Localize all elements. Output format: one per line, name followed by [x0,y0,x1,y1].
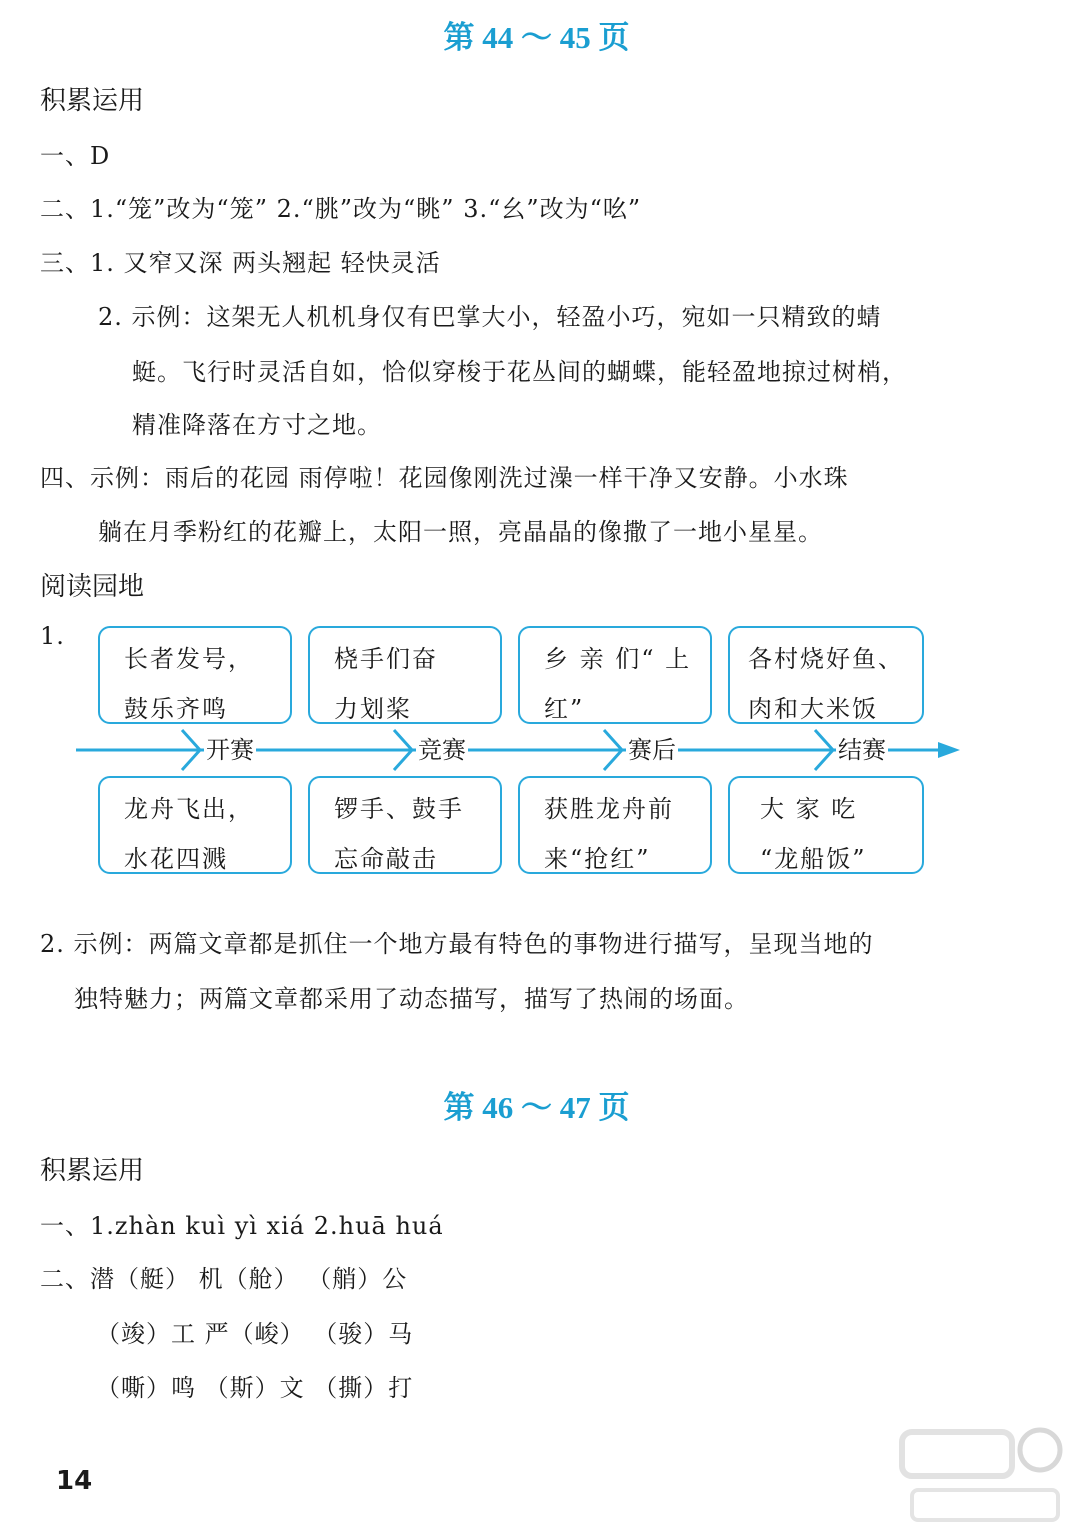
flow-box-line: 忘命敲击 [334,845,438,873]
answer-line: 二、潜（艇） 机（舱） （艄）公 [40,1265,408,1293]
stage-label-end: 结赛 [838,736,886,764]
flow-box-line: 水花四溅 [124,845,228,873]
flow-box-line: 大 家 吃 [760,795,858,823]
section-title-reading: 阅读园地 [40,572,145,602]
flow-box-line: 肉和大米饭 [748,695,878,723]
stage-label-start: 开赛 [206,736,254,764]
flow-box-line: 桡手们奋 [334,645,438,673]
flow-box-line: 各村烧好鱼、 [748,645,904,673]
answer-line: 2. 示例：这架无人机机身仅有巴掌大小，轻盈小巧，宛如一只精致的蜻 [98,303,882,331]
section-title-accumulation: 积累运用 [40,86,145,116]
answer-line: 二、1.“笼”改为“笼” 2.“朓”改为“眺” 3.“幺”改为“吆” [40,195,642,223]
watermark-logo [894,1424,1064,1528]
answer-line: 躺在月季粉红的花瓣上，太阳一照，亮晶晶的像撒了一地小星星。 [98,518,823,546]
answer-line: 精准降落在方寸之地。 [132,411,382,439]
answer-line: 三、1. 又窄又深 两头翘起 轻快灵活 [40,249,441,277]
flow-box-line: 乡 亲 们“ 上 [544,645,692,673]
flow-box-bottom-4 [728,776,924,874]
answer-line: （竣）工 严（峻） （骏）马 [96,1320,414,1348]
stage-label-race: 竞赛 [418,736,466,764]
question-number: 1. [40,622,65,650]
flow-box-line: 来“抢红” [544,845,651,873]
answer-line: 2. 示例：两篇文章都是抓住一个地方最有特色的事物进行描写，呈现当地的 [40,930,874,958]
flow-box-bottom-1 [98,776,292,874]
answer-line: 蜓。飞行时灵活自如，恰似穿梭于花丛间的蝴蝶，能轻盈地掠过树梢， [132,358,907,386]
stage-label-after: 赛后 [628,736,676,764]
answer-line: 一、1.zhàn kuì yì xiá 2.huā huá [40,1212,444,1240]
flow-box-line: 红” [544,695,585,723]
answer-line: （嘶）鸣 （斯）文 （撕）打 [96,1374,414,1402]
page-heading-46-47: 第 46 ～ 47 页 [443,1090,630,1125]
flow-box-top-2 [308,626,502,724]
section-title-accumulation: 积累运用 [40,1156,145,1186]
page-heading-44-45: 第 44 ～ 45 页 [443,20,630,55]
answer-line: 四、示例：雨后的花园 雨停啦！花园像刚洗过澡一样干净又安静。小水珠 [40,464,849,492]
answer-line: 一、D [40,142,111,170]
answer-line: 独特魅力；两篇文章都采用了动态描写，描写了热闹的场面。 [74,985,749,1013]
flow-box-line: 龙舟飞出， [124,795,254,823]
flow-box-line: 鼓乐齐鸣 [124,695,228,723]
flow-box-line: 锣手、鼓手 [334,795,464,823]
flow-box-bottom-2 [308,776,502,874]
page-number: 14 [56,1466,93,1496]
flow-box-line: 力划桨 [334,695,412,723]
flow-box-line: “龙船饭” [760,845,867,873]
flow-box-top-3 [518,626,712,724]
flow-box-line: 获胜龙舟前 [544,795,674,823]
flow-box-top-1 [98,626,292,724]
flow-box-top-4 [728,626,924,724]
flow-box-bottom-3 [518,776,712,874]
flow-box-line: 长者发号， [124,645,254,673]
